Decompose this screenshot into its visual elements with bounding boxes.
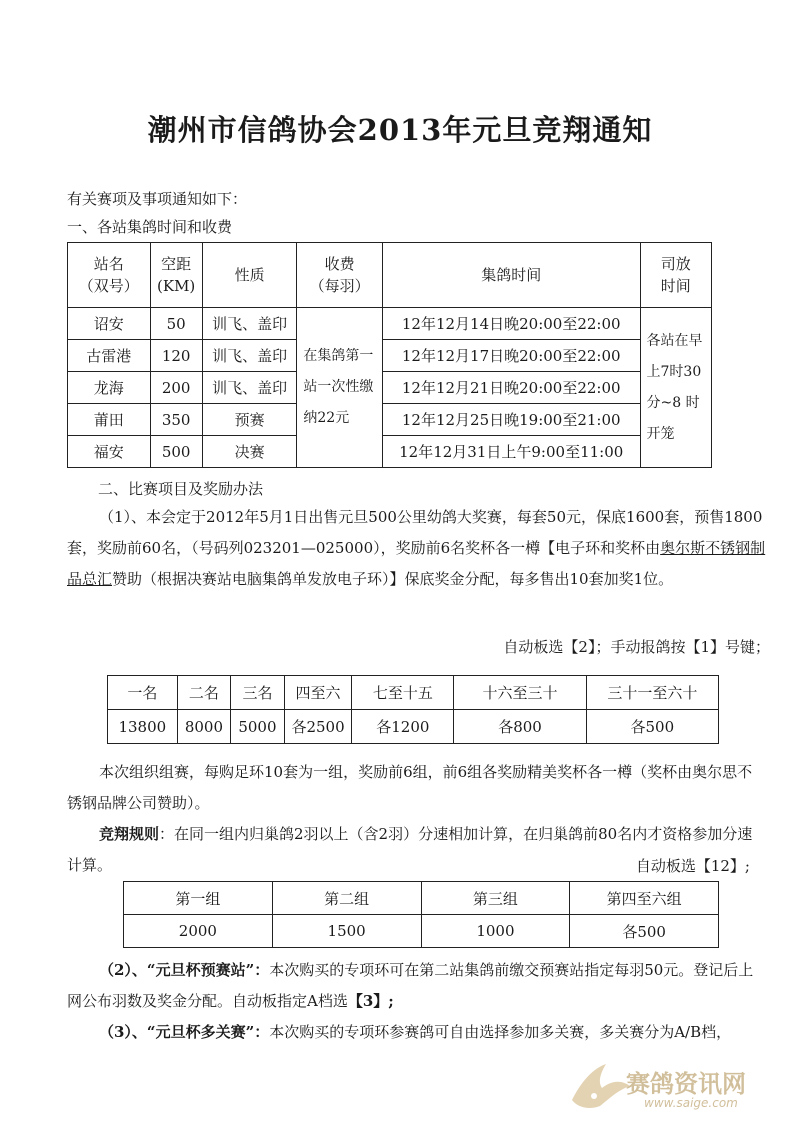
gather-time: 12年12月31日上午9:00至11:00 [382, 436, 640, 468]
station-name: 龙海 [68, 372, 151, 404]
document-title: 潮州市信鸽协会2013年元旦竞翔通知 [147, 113, 653, 147]
section-2-heading: 二、比赛项目及奖励办法 [98, 480, 264, 498]
station-distance: 120 [150, 340, 202, 372]
gather-time: 12年12月21日晚20:00至22:00 [382, 372, 640, 404]
station-name: 莆田 [68, 404, 151, 436]
watermark-url: www.saige.com [644, 1096, 738, 1110]
pre-race-paragraph: （2）、“元旦杯预赛站”：本次购买的专项环可在第二站集鸽前缴交预赛站指定每羽50元。登记后上网公布羽数及奖金分配。自动板指定A档选【3】; [67, 961, 754, 1010]
header-gather-time: 集鸽时间 [382, 243, 640, 308]
header-release-time: 司放 时间 [640, 243, 711, 308]
individual-prize-table [107, 675, 719, 744]
station-distance: 200 [150, 372, 202, 404]
station-name: 福安 [68, 436, 151, 468]
table-row [124, 915, 719, 948]
watermark-name: 赛鸽资讯网 [626, 1070, 746, 1098]
prize-value: 8000 [177, 710, 231, 744]
rank-header: 三名 [231, 676, 285, 710]
table-row [68, 404, 712, 436]
release-note: 各站在早上7时30分~8 时开笼 [640, 308, 711, 468]
multi-stage-paragraph: （3）、“元旦杯多关赛”：本次购买的专项环参赛鸽可自由选择参加多关赛，多关赛分为A/B档， [99, 1023, 732, 1041]
rank-header: 十六至三十 [454, 676, 586, 710]
group-header: 第二组 [272, 882, 421, 915]
station-distance: 500 [150, 436, 202, 468]
prize-value: 各1200 [352, 710, 454, 744]
table-row [68, 308, 712, 340]
header-nature: 性质 [202, 243, 297, 308]
gather-time: 12年12月14日晚20:00至22:00 [382, 308, 640, 340]
group-prize-paragraph: 本次组织组赛，每购足环10套为一组，奖励前6组，前6组各奖励精美奖杯各一樽（奖杯由奥尔思不锈钢品牌公司赞助）。 [67, 763, 753, 812]
table-row [68, 340, 712, 372]
prize-value: 13800 [108, 710, 178, 744]
gather-time: 12年12月17日晚20:00至22:00 [382, 340, 640, 372]
rank-header: 二名 [177, 676, 231, 710]
header-station: 站名 （双号） [68, 243, 151, 308]
station-name: 诏安 [68, 308, 151, 340]
group-prize-value: 2000 [124, 915, 273, 948]
prize-value: 各500 [586, 710, 718, 744]
group-header: 第三组 [421, 882, 570, 915]
rank-header: 一名 [108, 676, 178, 710]
group-header: 第四至六组 [570, 882, 719, 915]
station-nature: 训飞、盖印 [202, 308, 297, 340]
group-prize-value: 1500 [272, 915, 421, 948]
auto-board-note-2: 自动板选【12】; [635, 857, 750, 875]
station-nature: 预赛 [202, 404, 297, 436]
section-1-heading: 一、各站集鸽时间和收费 [67, 218, 233, 236]
fee-note: 在集鸽第一站一次性缴纳22元 [297, 308, 383, 468]
station-schedule-table [67, 242, 712, 468]
intro-text: 有关赛项及事项通知如下： [67, 190, 248, 208]
table-row [68, 372, 712, 404]
table-header-row [124, 882, 719, 915]
pre-race-label: （2）、“元旦杯预赛站”： [99, 961, 270, 979]
station-distance: 50 [150, 308, 202, 340]
sponsor-name: 奥尔斯不锈钢制品总汇 [67, 539, 766, 588]
station-nature: 训飞、盖印 [202, 372, 297, 404]
prize-value: 各800 [454, 710, 586, 744]
table-header-row [108, 676, 719, 710]
auto-board-note-1: 自动板选【2】；手动报鸽按【1】号键； [503, 638, 770, 656]
station-nature: 训飞、盖印 [202, 340, 297, 372]
group-prize-table [123, 881, 719, 948]
rank-header: 七至十五 [352, 676, 454, 710]
gather-time: 12年12月25日晚19:00至21:00 [382, 404, 640, 436]
pigeon-logo-icon [564, 1050, 634, 1118]
race-rules-label: 竞翔规则 [99, 825, 160, 843]
group-header: 第一组 [124, 882, 273, 915]
prize-value: 各2500 [284, 710, 352, 744]
table-row [68, 436, 712, 468]
prize-paragraph-1: （1）、本会定于2012年5月1日出售元旦500公里幼鸽大奖赛，每套50元，保底1600套，预售1800套，奖励前60名，（号码列023201—025000），奖励前6名奖杯各一樽【电子环和奖杯由奥尔斯不锈钢制品总汇赞助（根据决赛站电脑集鸽单发放电子环）】保底奖金分配，每多售出10套加奖1位。 [67, 508, 766, 588]
rank-header: 三十一至六十 [586, 676, 718, 710]
group-prize-value: 各500 [570, 915, 719, 948]
multi-stage-label: （3）、“元旦杯多关赛”： [99, 1023, 270, 1041]
race-rules-paragraph: 竞翔规则：在同一组内归巢鸽2羽以上（含2羽）分速相加计算，在归巢鸽前80名内才资格参加分速计算。 [67, 825, 753, 874]
station-name: 古雷港 [68, 340, 151, 372]
station-distance: 350 [150, 404, 202, 436]
table-header-row [68, 243, 712, 308]
header-distance: 空距 (KM) [150, 243, 202, 308]
station-nature: 决赛 [202, 436, 297, 468]
table-row [108, 710, 719, 744]
header-fee: 收费 （每羽） [297, 243, 383, 308]
group-prize-value: 1000 [421, 915, 570, 948]
prize-value: 5000 [231, 710, 285, 744]
rank-header: 四至六 [284, 676, 352, 710]
watermark [564, 1050, 754, 1120]
